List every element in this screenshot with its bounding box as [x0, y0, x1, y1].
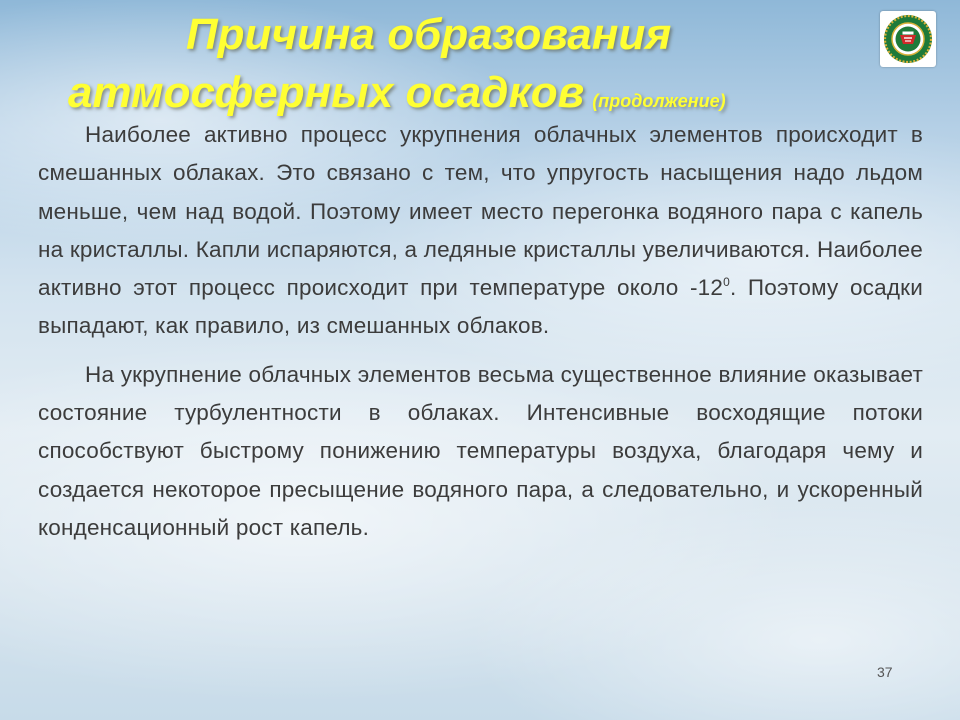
title-subtitle: (продолжение) — [592, 91, 726, 111]
university-emblem-icon — [880, 11, 936, 67]
title-line-2-text: атмосферных осадков — [68, 68, 585, 117]
slide-title — [0, 6, 860, 130]
slide-body — [38, 116, 923, 547]
body-paragraph-1 — [38, 116, 923, 346]
page-number: 37 — [877, 664, 893, 680]
paragraph-1-text-a: Наиболее активно процесс укрупнения облачных элементов происходит в смешанных облаках. Это связано с тем, что упругость насыщения надо льдом меньше, чем над водой. Поэтому имеет место перегонка водяного пара с капель на кристаллы. Капли испаряются, а ледяные кристаллы увеличиваются. Наиболее активно этот процесс происходит при температуре около -12 — [38, 122, 923, 301]
paragraph-1-text-b: . Поэтому осадки выпадают, как правило, из смешанных облаков. — [38, 275, 923, 339]
body-paragraph-2: На укрупнение облачных элементов весьма существенное влияние оказывает состояние турбулентности в облаках. Интенсивные восходящие потоки способствуют быстрому понижению температуры воздуха, благодаря чему и создается некоторое пресыщение водяного пара, а следовательно, и ускоренный конденсационный рост капель. — [38, 361, 923, 540]
paragraph-1-superscript: 0 — [723, 275, 730, 290]
title-line-1: Причина образования — [186, 10, 672, 59]
